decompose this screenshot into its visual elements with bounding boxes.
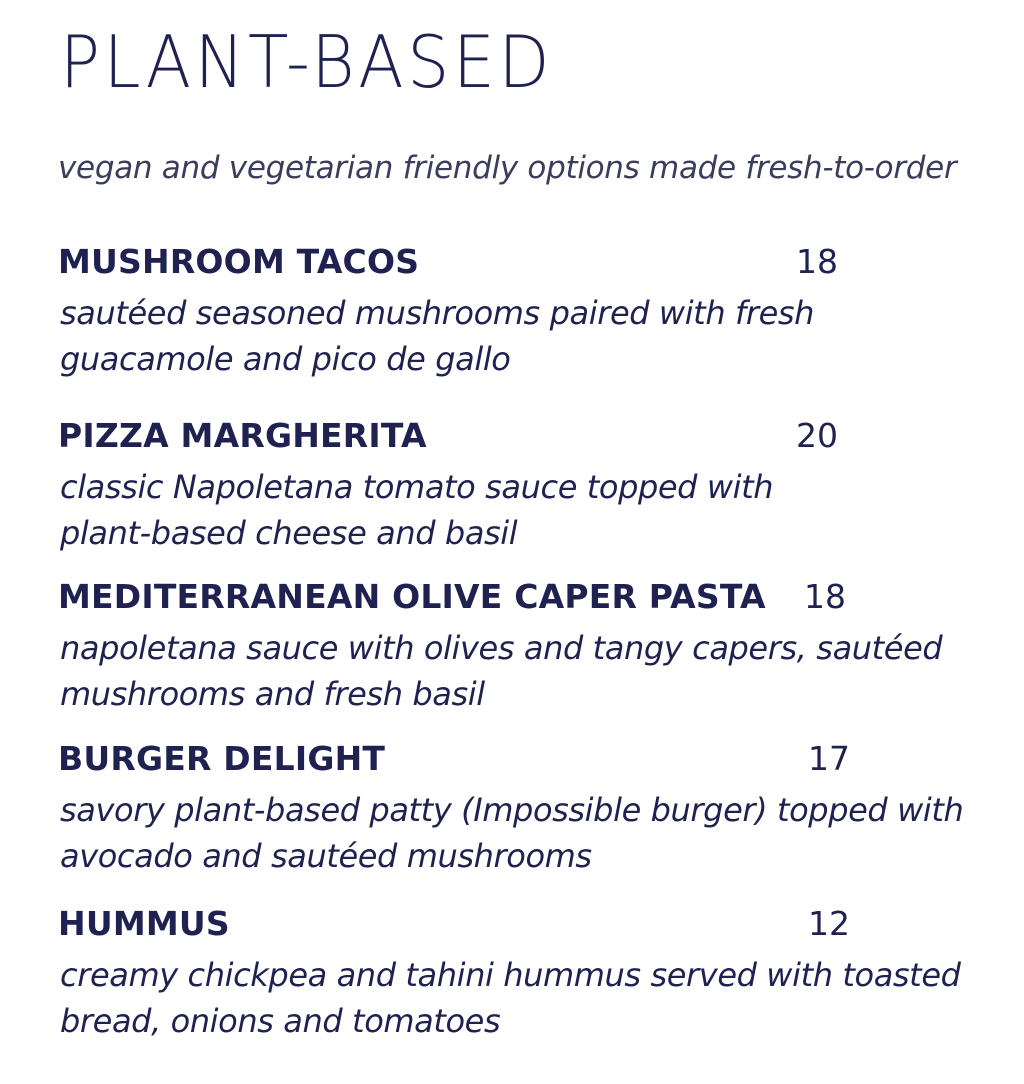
item-description-line: sautéed seasoned mushrooms paired with fresh xyxy=(60,294,815,332)
item-description xyxy=(60,464,980,556)
menu-title: PLANT-BASED xyxy=(60,20,554,104)
item-description xyxy=(60,625,980,717)
item-description xyxy=(60,952,980,1044)
item-description-line: bread, onions and tomatoes xyxy=(60,1002,501,1040)
item-description xyxy=(60,290,980,382)
item-description-line: plant-based cheese and basil xyxy=(60,514,518,552)
item-name: PIZZA MARGHERITA xyxy=(58,416,427,455)
item-name: HUMMUS xyxy=(58,904,230,943)
item-description-line: mushrooms and fresh basil xyxy=(60,675,485,713)
menu-subtitle: vegan and vegetarian friendly options made fresh-to-order xyxy=(58,150,957,186)
item-price: 18 xyxy=(796,242,838,281)
item-description-line: classic Napoletana tomato sauce topped with xyxy=(60,468,774,506)
item-name: MUSHROOM TACOS xyxy=(58,242,420,281)
item-price: 20 xyxy=(796,416,838,455)
item-description-line: avocado and sautéed mushrooms xyxy=(60,837,592,875)
item-description-line: creamy chickpea and tahini hummus served with toasted xyxy=(60,956,961,994)
item-price: 17 xyxy=(808,739,850,778)
item-description xyxy=(60,787,980,879)
item-description-line: napoletana sauce with olives and tangy capers, sautéed xyxy=(60,629,943,667)
item-price: 12 xyxy=(808,904,850,943)
item-description-line: guacamole and pico de gallo xyxy=(60,340,511,378)
item-name: MEDITERRANEAN OLIVE CAPER PASTA xyxy=(58,577,766,616)
item-name: BURGER DELIGHT xyxy=(58,739,386,778)
item-description-line: savory plant-based patty (Impossible burger) topped with xyxy=(60,791,964,829)
item-price: 18 xyxy=(804,577,846,616)
